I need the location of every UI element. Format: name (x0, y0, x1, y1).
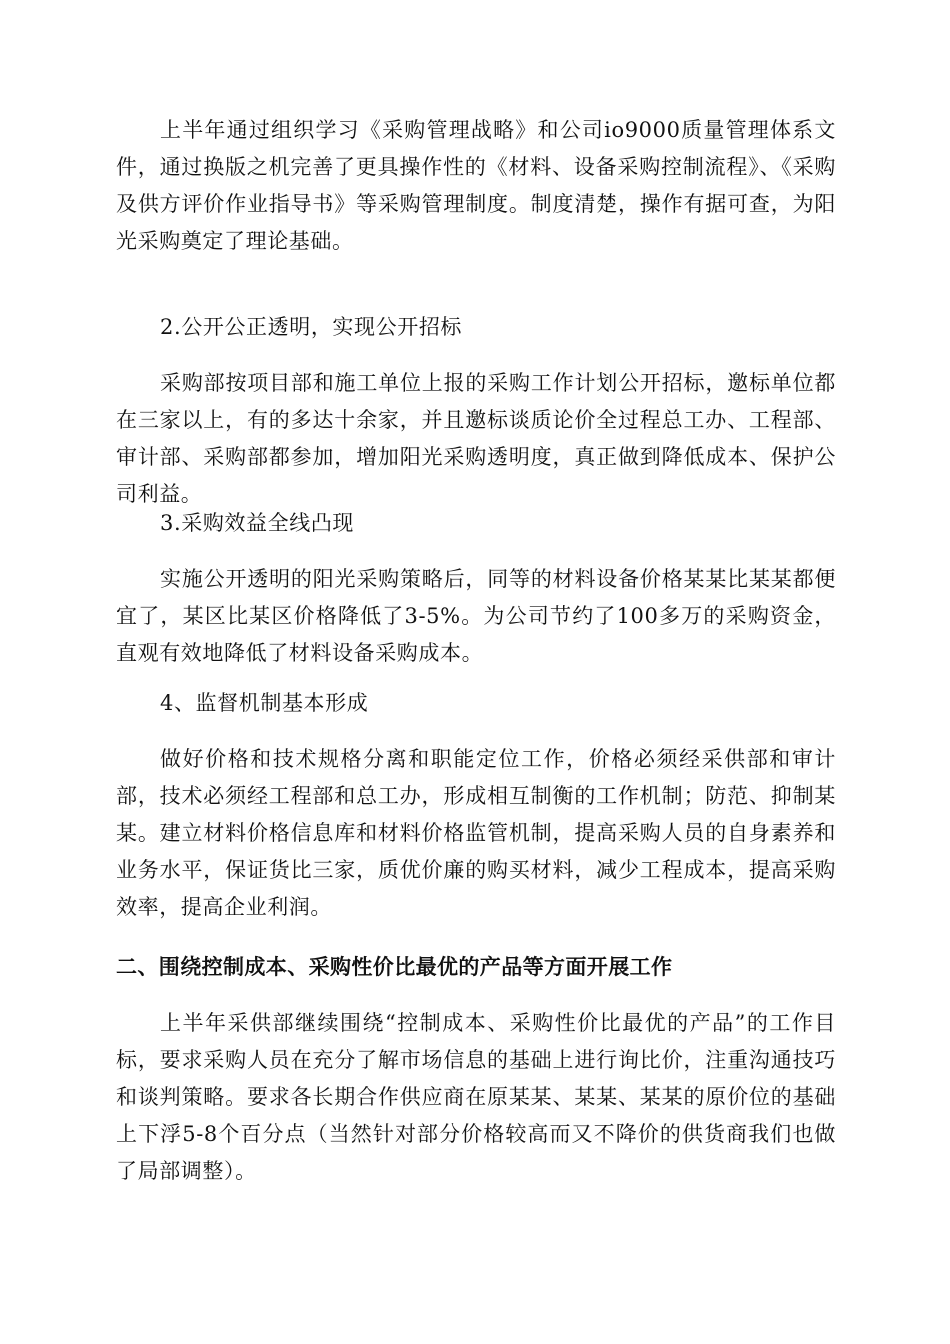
paragraph-procurement-benefits: 实施公开透明的阳光采购策略后，同等的材料设备价格某某比某某都便宜了，某区比某区价格降低了3-5%。为公司节约了100多万的采购资金，直观有效地降低了材料设备采购成本。 (116, 567, 836, 665)
paragraph-cost-control: 上半年采供部继续围绕“控制成本、采购性价比最优的产品”的工作目标，要求采购人员在充分了解市场信息的基础上进行询比价，注重沟通技巧和谈判策略。要求各长期合作供应商在原某某、某某、某某的原价位的基础上下浮5-8个百分点（当然针对部分价格较高而又不降价的供货商我们也做了局部调整）。 (116, 1011, 836, 1183)
paragraph-supervision-mechanism: 做好价格和技术规格分离和职能定位工作，价格必须经采供部和审计部，技术必须经工程部和总工办，形成相互制衡的工作机制；防范、抑制某某。建立材料价格信息库和材料价格监管机制，提高采购人员的自身素养和业务水平，保证货比三家，质优价廉的购买材料，减少工程成本，提高采购效率，提高企业利润。 (116, 747, 836, 919)
subheading-supervision-mechanism: 4、监督机制基本形成 (160, 691, 369, 715)
section-heading-cost-control: 二、围绕控制成本、采购性价比最优的产品等方面开展工作 (116, 955, 673, 979)
subheading-open-bidding: 2.公开公正透明，实现公开招标 (160, 315, 463, 339)
paragraph-study-documents: 上半年通过组织学习《采购管理战略》和公司io9000质量管理体系文件，通过换版之机完善了更具操作性的《材料、设备采购控制流程》、《采购及供方评价作业指导书》等采购管理制度。制度清楚，操作有据可查，为阳光采购奠定了理论基础。 (116, 118, 836, 253)
subheading-procurement-benefits: 3.采购效益全线凸现 (160, 511, 355, 535)
paragraph-open-bidding: 采购部按项目部和施工单位上报的采购工作计划公开招标，邀标单位都在三家以上，有的多达十余家，并且邀标谈质论价全过程总工办、工程部、审计部、采购部都参加，增加阳光采购透明度，真正做到降低成本、保护公司利益。 (116, 371, 836, 506)
